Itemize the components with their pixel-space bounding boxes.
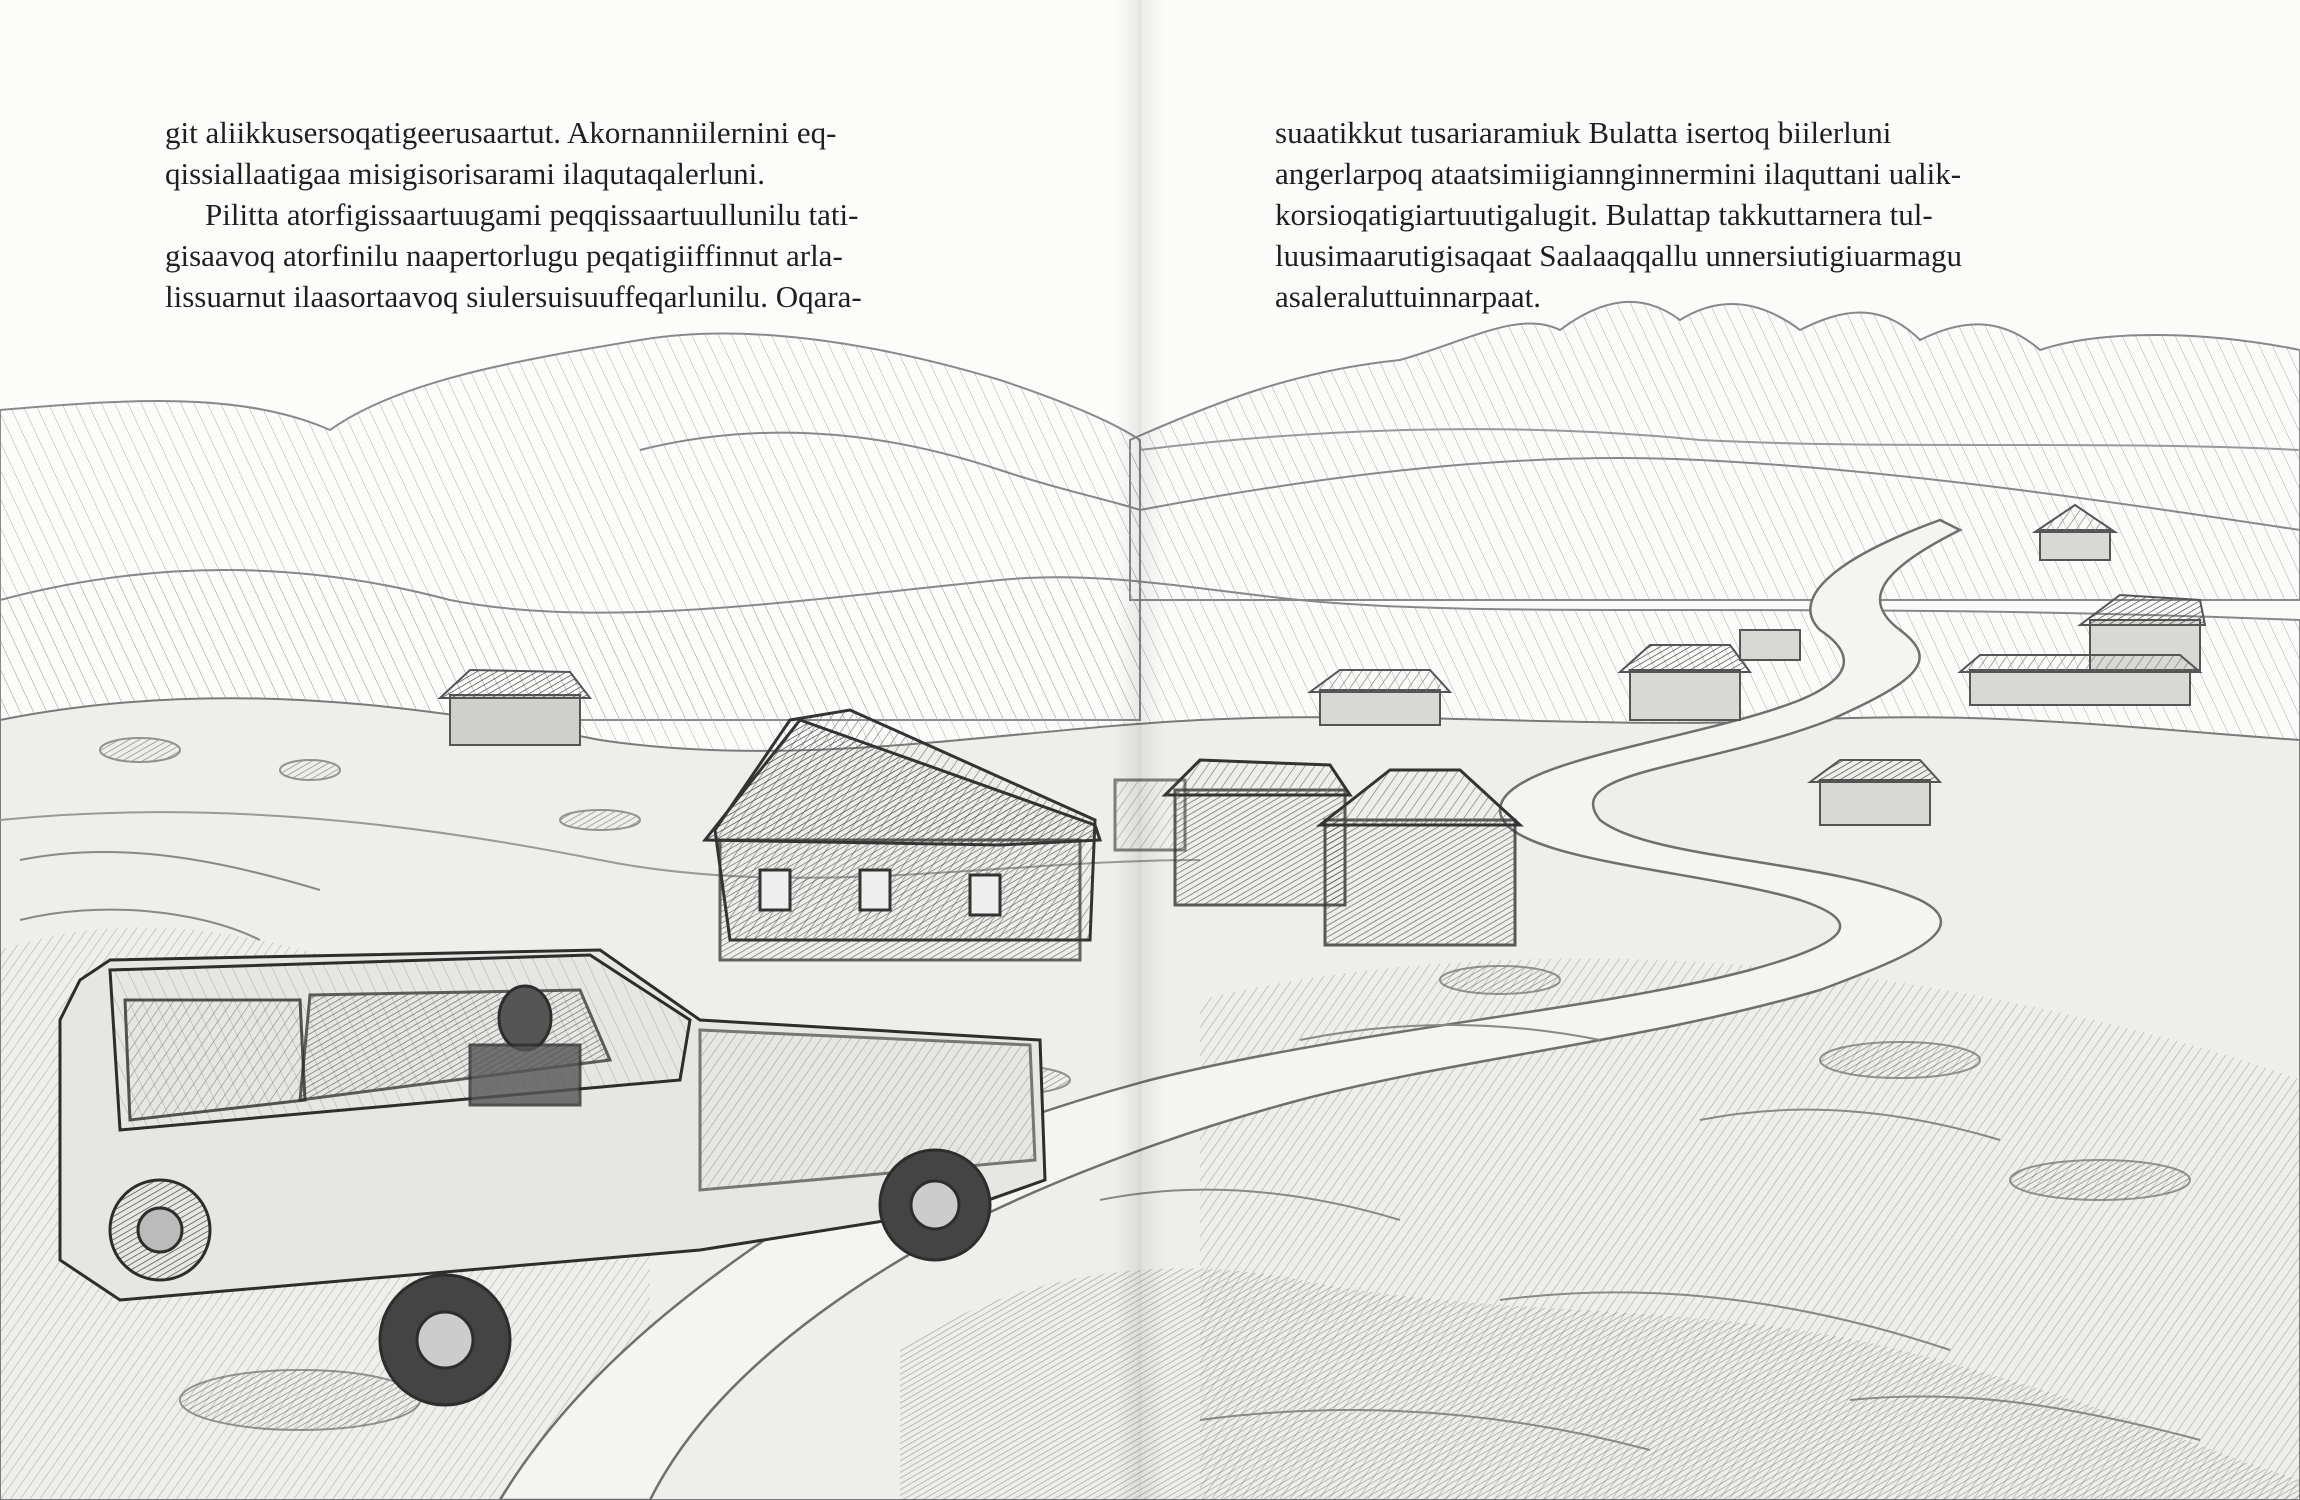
right-page-text (1275, 112, 2075, 317)
text-line: git aliikkusersoqatigeerusaartut. Akornanniilernini eq- (165, 115, 837, 150)
text-line: qissiallaatigaa misigisorisarami ilaqutaqalerluni. (165, 156, 766, 191)
text-line: luusimaarutigisaqaat Saalaaqqallu unnersiutigiuarmagu (1275, 238, 1962, 273)
text-line: suaatikkut tusariaramiuk Bulatta isertoq biilerluni (1275, 115, 1892, 150)
distant-mountains (1130, 302, 2300, 600)
text-line: Pilitta atorfigissaartuugami peqqissaartuullunilu tati- (205, 197, 859, 232)
text-line: lissuarnut ilaasortaavoq siulersuisuuffeqarlunilu. Oqara- (165, 279, 862, 314)
text-line: korsioqatigiartuutigalugit. Bulattap takkuttarnera tul- (1275, 197, 1933, 232)
text-line: angerlarpoq ataatsimiigiannginnermini ilaquttani ualik- (1275, 156, 1962, 191)
text-line: asaleraluttuinnarpaat. (1275, 279, 1541, 314)
left-page-text (165, 112, 945, 317)
landscape-illustration (0, 300, 2300, 1500)
left-distant-house (440, 670, 590, 745)
text-line: gisaavoq atorfinilu naapertorlugu peqatigiiffinnut arla- (165, 238, 843, 273)
